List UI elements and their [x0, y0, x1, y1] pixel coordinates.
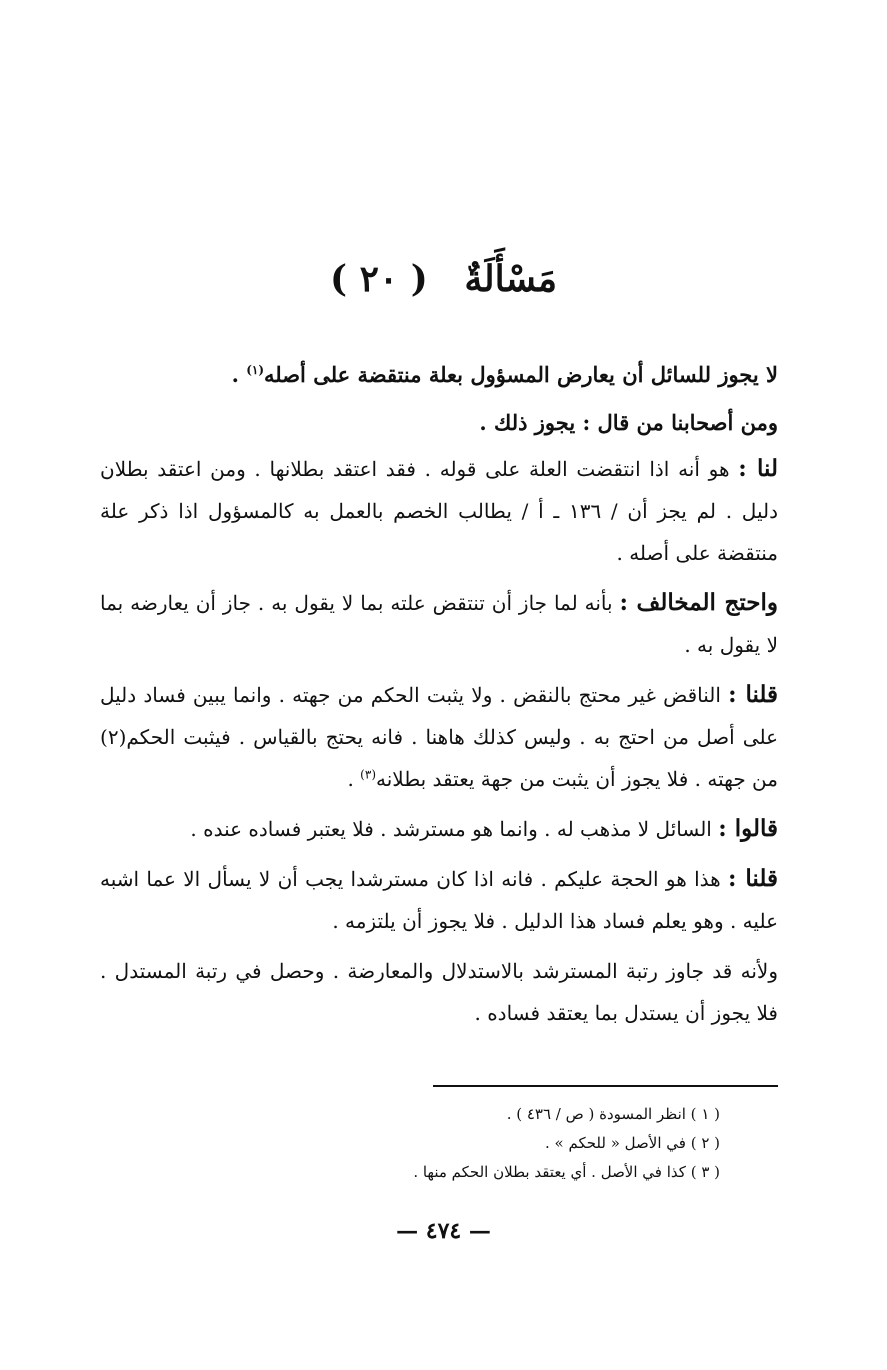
paragraph-lead: قالوا :	[718, 815, 778, 842]
paragraph-end: .	[347, 767, 361, 791]
paragraph-lead: لنا :	[738, 455, 778, 482]
paragraph-text: السائل لا مذهب له . وانما هو مسترشد . فلا يعتبر فساده عنده .	[190, 817, 719, 841]
paragraph-text: بأنه لما جاز أن تنتقض علته بما لا يقول به . جاز أن يعارضه بما لا يقول به .	[100, 591, 778, 657]
paragraph-text: هو أنه اذا انتقضت العلة على قوله . فقد اعتقد بطلانها . ومن اعتقد بطلان دليل . لم يجز أن / ١٣٦ ـ أ / يطالب الخصم بالعمل به كالمسؤول اذا ذكر علة منتقضة على أصله .	[100, 457, 778, 565]
paragraph-text: ومن أصحابنا من قال : يجوز ذلك .	[479, 410, 778, 435]
footnote-2: ( ٢ ) في الأصل « للحكم » .	[544, 1134, 720, 1152]
paragraph-lana	[100, 448, 778, 574]
paragraph-text: الناقض غير محتج بالنقض . ولا يثبت الحكم من جهته . وانما يبين فساد دليل على أصل من احتج به . وليس كذلك هاهنا . فانه يحتج بالقياس . فيثبت الحكم(٢) من جهته . فلا يجوز أن يثبت من جهة يعتقد بطلانه	[100, 683, 778, 791]
paragraph-qalu	[100, 808, 778, 850]
paragraph-lead: قلنا :	[727, 865, 778, 892]
paragraph-lead: قلنا :	[728, 681, 778, 708]
body-text	[100, 352, 778, 1042]
heading-word: مَسْأَلَةٌ	[464, 258, 557, 300]
paragraph-text: هذا هو الحجة عليكم . فانه اذا كان مسترشدا يجب أن لا يسأل الا عما اشبه عليه . وهو يعلم فساد هذا الدليل . فلا يجوز أن يلتزمه .	[100, 867, 778, 933]
footnote-divider	[433, 1085, 778, 1087]
footnote-ref: (١)	[246, 363, 265, 377]
paragraph-objection	[100, 582, 778, 666]
footnotes	[300, 1100, 720, 1187]
paragraph-title-2	[100, 400, 778, 446]
section-heading	[0, 258, 887, 300]
paragraph-text: لا يجوز للسائل أن يعارض المسؤول بعلة منتقضة على أصله	[264, 362, 778, 387]
footnote-3: ( ٣ ) كذا في الأصل . أي يعتقد بطلان الحكم منها .	[413, 1163, 720, 1181]
paragraph-reply-2	[100, 858, 778, 942]
footnote-ref: (٣)	[360, 767, 376, 782]
paragraph-lead: واحتج المخالف :	[619, 589, 778, 616]
page-number: — ٤٧٤ —	[396, 1218, 491, 1244]
heading-number: ( ٢٠ )	[329, 258, 428, 300]
footnote-1: ( ١ ) انظر المسودة ( ص / ٤٣٦ ) .	[506, 1105, 720, 1123]
paragraph-reply-1	[100, 674, 778, 800]
paragraph-text: ولأنه قد جاوز رتبة المسترشد بالاستدلال والمعارضة . وحصل في رتبة المستدل . فلا يجوز أن يستدل بما يعتقد فساده .	[100, 959, 778, 1025]
paragraph-title-1	[100, 352, 778, 398]
paragraph-end: .	[231, 362, 247, 387]
paragraph-final	[100, 950, 778, 1034]
